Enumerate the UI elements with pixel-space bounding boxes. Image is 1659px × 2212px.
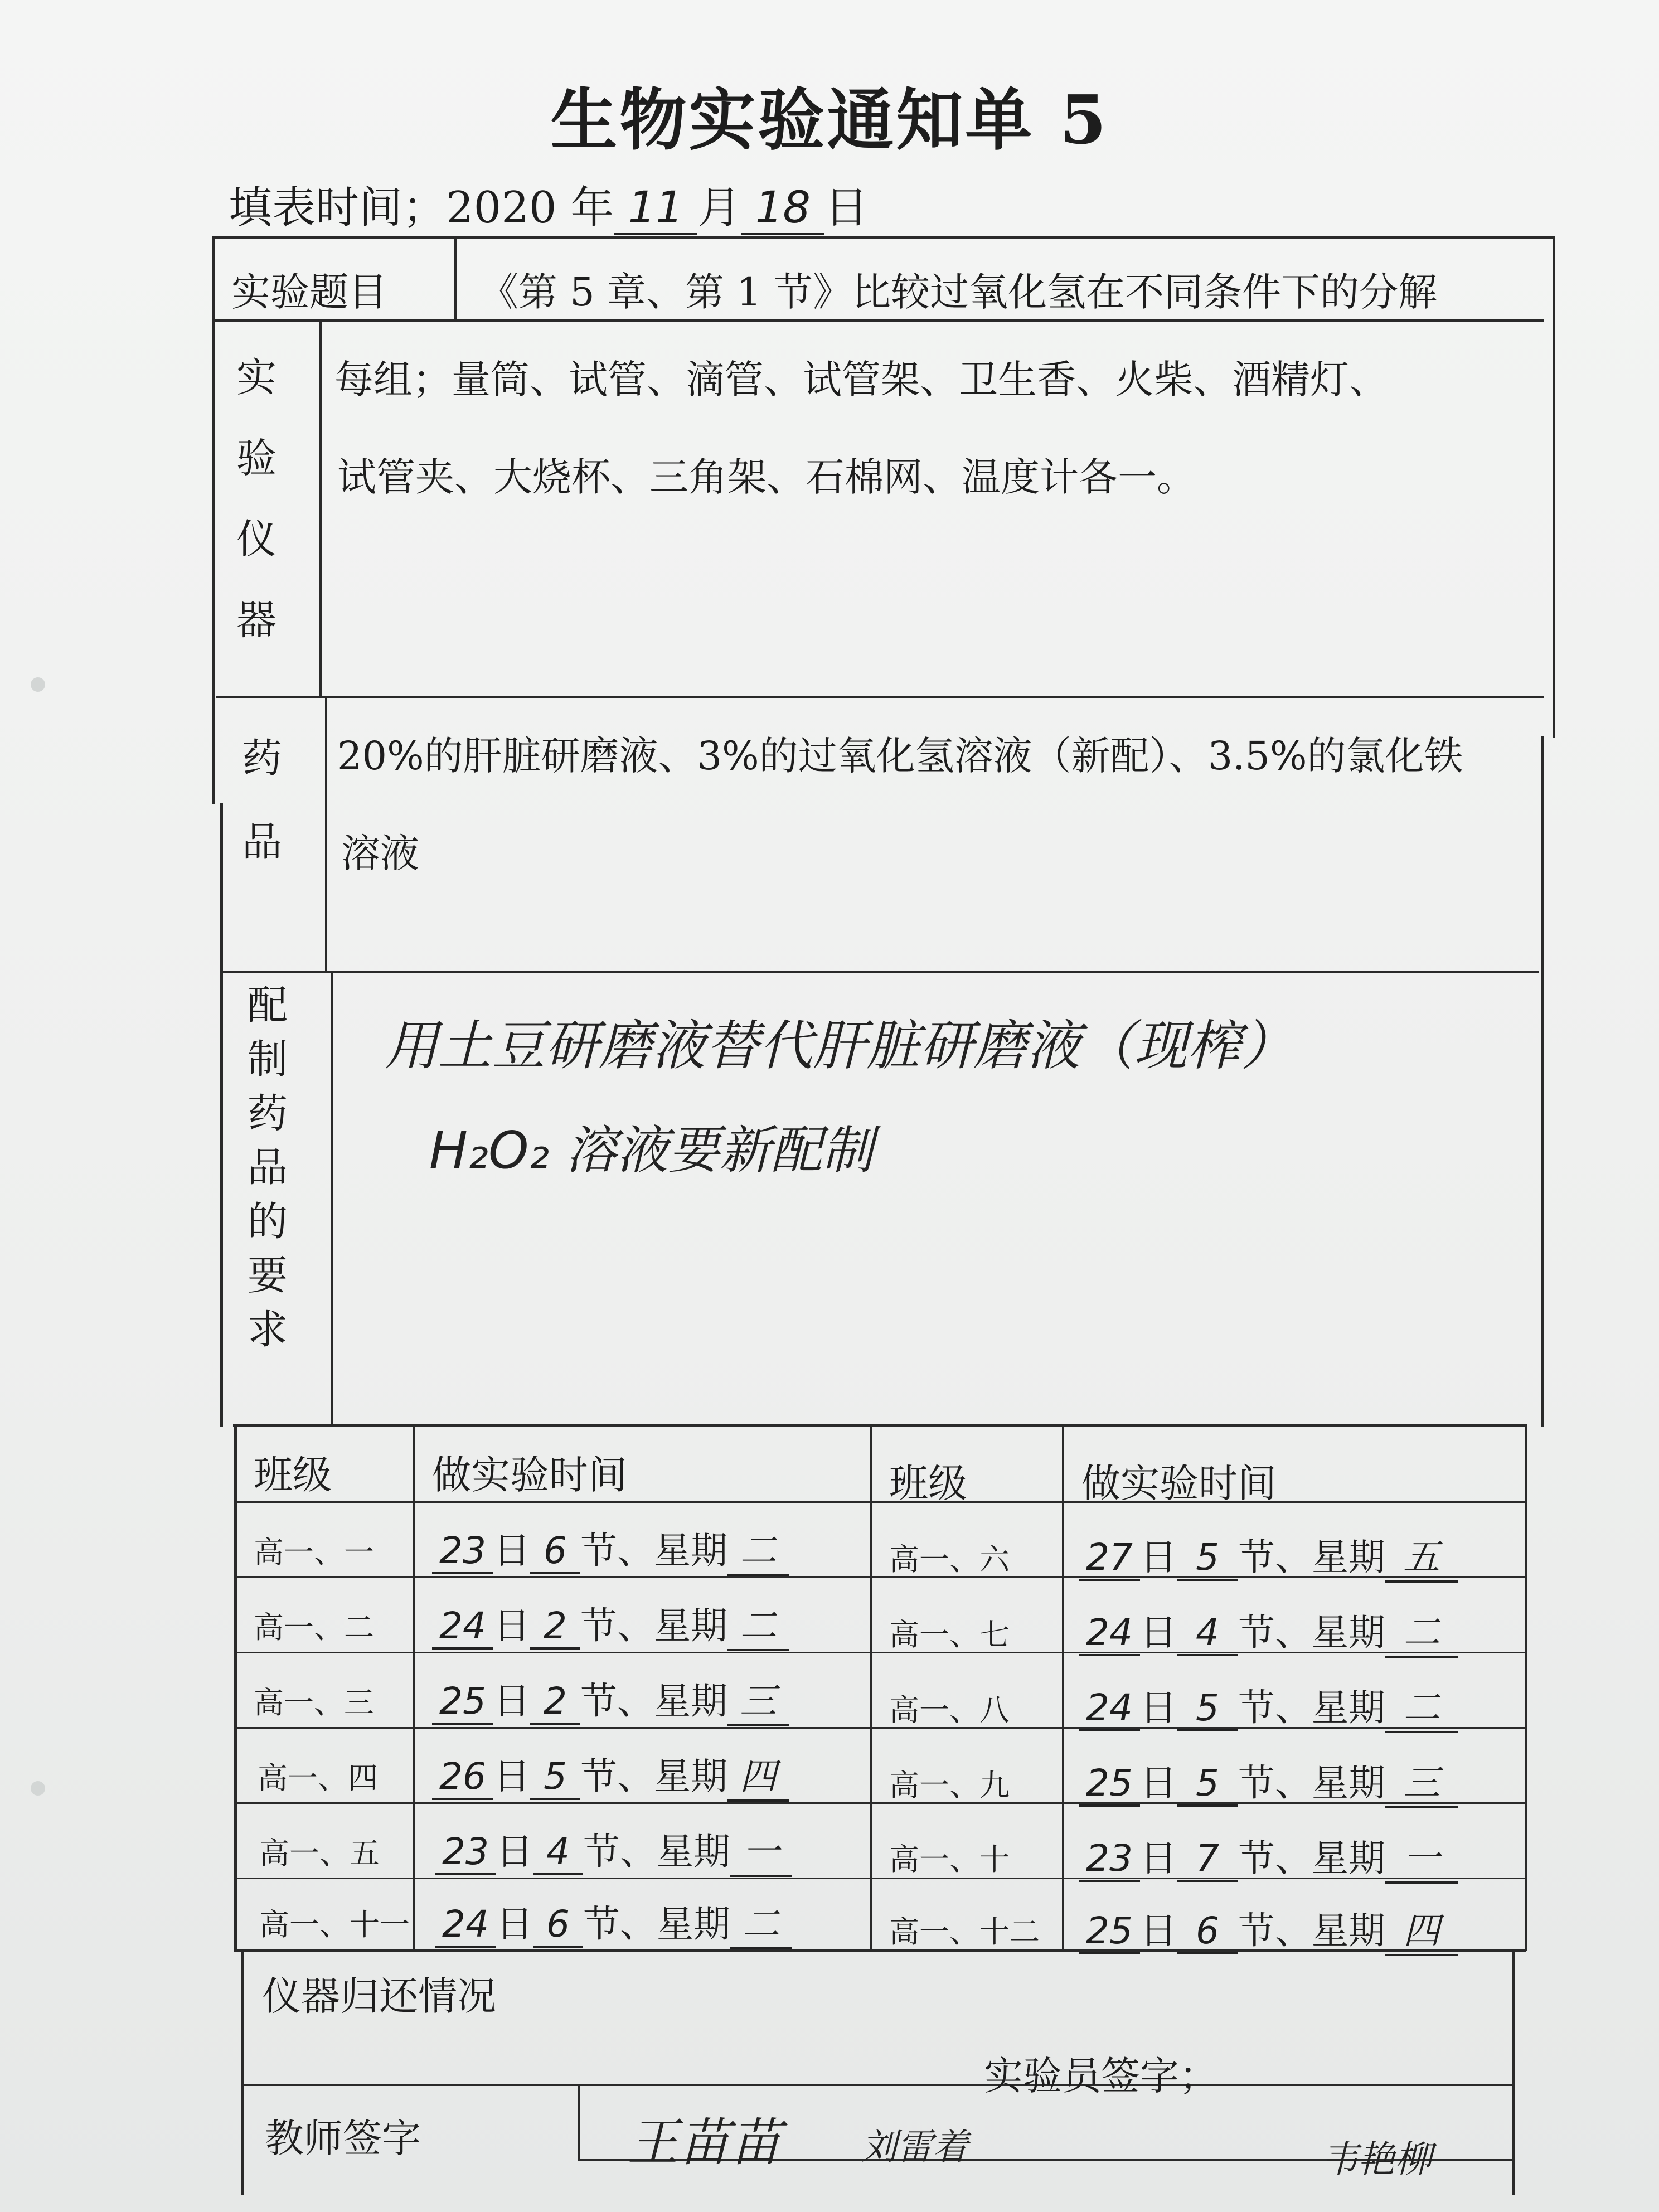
table-left-border bbox=[220, 803, 223, 1427]
period-suffix: 节、星期 bbox=[580, 1755, 727, 1798]
fill-date bbox=[229, 173, 868, 235]
period-value: 6 bbox=[533, 1903, 583, 1948]
teacher-signature-label: 教师签字 bbox=[265, 2116, 421, 2161]
day-value: 25 bbox=[432, 1680, 493, 1725]
weekday-value: 三 bbox=[727, 1671, 789, 1726]
day-suffix: 日 bbox=[496, 1903, 533, 1946]
requirements-line1: 用土豆研磨液替代肝脏研磨液（现榨） bbox=[385, 1015, 1294, 1077]
col-divider bbox=[325, 697, 327, 973]
period-suffix: 节、星期 bbox=[1238, 1686, 1385, 1729]
class-name: 高一、五 bbox=[259, 1836, 380, 1871]
punch-hole bbox=[31, 1781, 45, 1796]
schedule-header-class-right: 班级 bbox=[889, 1461, 967, 1506]
reagents-label: 药品 bbox=[241, 735, 282, 865]
class-name: 高一、三 bbox=[254, 1685, 374, 1720]
day-value: 23 bbox=[432, 1529, 493, 1574]
period-value: 5 bbox=[1177, 1686, 1238, 1731]
day-value: 24 bbox=[1079, 1611, 1140, 1656]
col-divider bbox=[454, 237, 457, 321]
period-suffix: 节、星期 bbox=[1238, 1909, 1385, 1952]
day-value: 26 bbox=[432, 1755, 493, 1800]
weekday-value: 二 bbox=[1385, 1678, 1458, 1733]
table-top-border bbox=[212, 236, 1555, 239]
weekday-value: 一 bbox=[730, 1822, 792, 1877]
page-title: 生物实验通知单 5 bbox=[550, 81, 1109, 159]
day-value: 23 bbox=[1079, 1837, 1140, 1882]
day-suffix: 日 bbox=[1140, 1611, 1177, 1654]
instruments-line1: 每组；量筒、试管、滴管、试管架、卫生香、火柴、酒精灯、 bbox=[334, 357, 1388, 402]
schedule-header-time-right: 做实验时间 bbox=[1081, 1461, 1277, 1506]
period-value: 6 bbox=[530, 1529, 580, 1574]
fill-date-label: 填表时间；2020 年 bbox=[229, 183, 614, 233]
weekday-value: 四 bbox=[1385, 1901, 1458, 1956]
weekday-value: 五 bbox=[1385, 1527, 1458, 1583]
day-suffix: 日 bbox=[1140, 1837, 1177, 1880]
teacher-signature: 王苗苗 bbox=[627, 2113, 782, 2172]
reagents-line2: 溶液 bbox=[341, 831, 419, 876]
col-divider bbox=[331, 972, 333, 1427]
col-divider bbox=[578, 2085, 580, 2160]
period-suffix: 节、星期 bbox=[1238, 1762, 1385, 1804]
weekday-value: 二 bbox=[727, 1521, 789, 1576]
period-suffix: 节、星期 bbox=[580, 1604, 727, 1647]
day-value: 27 bbox=[1079, 1536, 1140, 1581]
instruments-label: 实验仪器 bbox=[236, 354, 276, 643]
teacher-signature: 韦艳柳 bbox=[1321, 2138, 1432, 2181]
fill-date-month-label: 月 bbox=[697, 183, 741, 233]
col-divider bbox=[319, 321, 322, 697]
row-divider bbox=[234, 1501, 1526, 1503]
day-value: 25 bbox=[1079, 1909, 1140, 1954]
period-value: 4 bbox=[533, 1830, 583, 1875]
class-name: 高一、二 bbox=[254, 1610, 374, 1645]
period-value: 7 bbox=[1177, 1837, 1238, 1882]
lab-staff-signature-label: 实验员签字； bbox=[984, 2053, 1218, 2099]
table-right-border bbox=[1553, 236, 1555, 738]
weekday-value: 三 bbox=[1385, 1753, 1458, 1808]
teacher-signature: 刘雷着 bbox=[861, 2127, 968, 2168]
class-name: 高一、十一 bbox=[259, 1907, 410, 1942]
experiment-title: 《第 5 章、第 1 节》比较过氧化氢在不同条件下的分解 bbox=[479, 269, 1438, 315]
period-suffix: 节、星期 bbox=[1238, 1611, 1385, 1654]
section-left-border bbox=[241, 1949, 244, 2195]
schedule-header-class-left: 班级 bbox=[254, 1452, 332, 1498]
day-suffix: 日 bbox=[493, 1755, 530, 1798]
class-name: 高一、四 bbox=[258, 1760, 378, 1796]
fill-date-day: 18 bbox=[741, 183, 824, 235]
period-suffix: 节、星期 bbox=[1238, 1536, 1385, 1579]
class-name: 高一、一 bbox=[254, 1535, 374, 1570]
period-value: 5 bbox=[1177, 1536, 1238, 1581]
period-value: 4 bbox=[1177, 1611, 1238, 1656]
section-right-border bbox=[1512, 1949, 1515, 2195]
day-suffix: 日 bbox=[493, 1529, 530, 1572]
return-status-label: 仪器归还情况 bbox=[262, 1973, 496, 2019]
class-name: 高一、十二 bbox=[889, 1914, 1040, 1949]
weekday-value: 二 bbox=[730, 1894, 792, 1949]
class-name: 高一、十 bbox=[889, 1842, 1010, 1877]
instruments-line2: 试管夹、大烧杯、三角架、石棉网、温度计各一。 bbox=[337, 454, 1196, 500]
day-suffix: 日 bbox=[1140, 1909, 1177, 1952]
row-divider bbox=[233, 1424, 1526, 1427]
reagents-line1: 20%的肝脏研磨液、3%的过氧化氢溶液（新配）、3.5%的氯化铁 bbox=[337, 733, 1463, 779]
period-suffix: 节、星期 bbox=[580, 1529, 727, 1572]
fill-date-day-label: 日 bbox=[824, 183, 869, 233]
class-name: 高一、九 bbox=[889, 1768, 1010, 1803]
class-name: 高一、七 bbox=[889, 1617, 1010, 1652]
row-divider bbox=[220, 971, 1539, 973]
punch-hole bbox=[31, 677, 45, 692]
day-value: 23 bbox=[435, 1830, 496, 1875]
day-suffix: 日 bbox=[493, 1604, 530, 1647]
day-value: 24 bbox=[1079, 1686, 1140, 1731]
weekday-value: 四 bbox=[727, 1747, 789, 1802]
row-divider bbox=[216, 696, 1544, 698]
period-value: 5 bbox=[1177, 1762, 1238, 1807]
period-value: 2 bbox=[530, 1680, 580, 1725]
day-suffix: 日 bbox=[1140, 1762, 1177, 1804]
period-suffix: 节、星期 bbox=[583, 1830, 730, 1873]
day-suffix: 日 bbox=[493, 1680, 530, 1723]
row-divider bbox=[241, 2084, 1515, 2086]
class-name: 高一、八 bbox=[889, 1692, 1010, 1728]
table-right-border bbox=[1541, 736, 1544, 1427]
requirements-line2: H₂O₂ 溶液要新配制 bbox=[429, 1120, 874, 1180]
class-name: 高一、六 bbox=[889, 1542, 1010, 1577]
day-suffix: 日 bbox=[1140, 1686, 1177, 1729]
day-suffix: 日 bbox=[496, 1830, 533, 1873]
weekday-value: 一 bbox=[1385, 1828, 1458, 1884]
row-divider bbox=[214, 319, 1544, 322]
period-value: 6 bbox=[1177, 1909, 1238, 1954]
experiment-label: 实验题目 bbox=[231, 269, 387, 315]
requirements-label: 配制药品的要求 bbox=[247, 982, 288, 1353]
period-suffix: 节、星期 bbox=[580, 1680, 727, 1723]
fill-date-month: 11 bbox=[614, 183, 697, 235]
period-suffix: 节、星期 bbox=[1238, 1837, 1385, 1880]
day-value: 24 bbox=[435, 1903, 496, 1948]
period-value: 5 bbox=[530, 1755, 580, 1800]
day-suffix: 日 bbox=[1140, 1536, 1177, 1579]
day-value: 25 bbox=[1079, 1762, 1140, 1807]
period-suffix: 节、星期 bbox=[583, 1903, 730, 1946]
schedule-header-time-left: 做实验时间 bbox=[432, 1452, 627, 1498]
table-left-border bbox=[212, 236, 215, 804]
period-value: 2 bbox=[530, 1604, 580, 1650]
day-value: 24 bbox=[432, 1604, 493, 1650]
weekday-value: 二 bbox=[727, 1596, 789, 1651]
weekday-value: 二 bbox=[1385, 1603, 1458, 1658]
